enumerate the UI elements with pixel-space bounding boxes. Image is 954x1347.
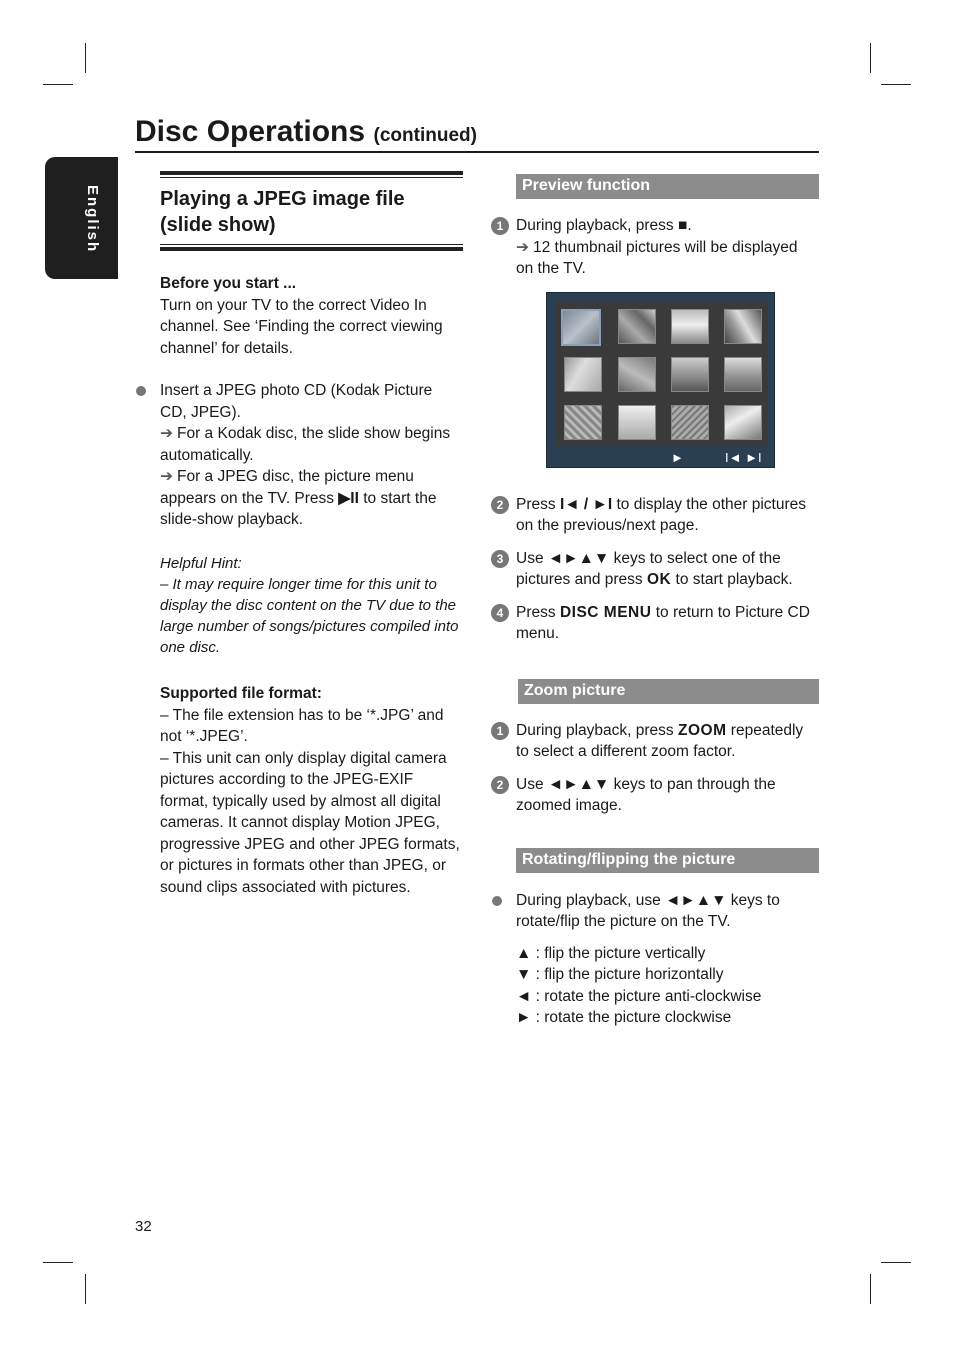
thumbnail — [564, 357, 602, 392]
step-number: 2 — [491, 496, 509, 514]
format-heading: Supported file format: — [160, 685, 322, 702]
list-item: 4 Press DISC MENU to return to Picture CD menu. — [491, 602, 819, 645]
list-item: ► : rotate the picture clockwise — [516, 1009, 732, 1026]
thumbnail — [671, 357, 709, 392]
language-tab-label: English — [84, 185, 101, 254]
before-text: Turn on your TV to the correct Video In channel. See ‘Finding the correct viewing channel’ for details. — [160, 296, 443, 357]
list-item — [160, 380, 463, 531]
crop-mark — [881, 1262, 911, 1263]
crop-mark — [870, 1274, 871, 1304]
crop-mark — [85, 43, 86, 73]
arrow-right-icon: ➔ — [160, 425, 173, 442]
step-number: 1 — [491, 217, 509, 235]
crop-mark — [870, 43, 871, 73]
prev-next-keys: I◄ / ►I — [559, 495, 613, 513]
list-item: ▲ : flip the picture vertically — [516, 944, 706, 962]
arrow-keys: ◄►▲▼ — [665, 891, 727, 909]
disc-menu-key: DISC MENU — [559, 603, 652, 621]
left-column — [160, 171, 463, 898]
list-item: ◄ : rotate the picture anti-clockwise — [516, 987, 762, 1005]
thumbnail — [618, 309, 656, 344]
thumbnail — [561, 309, 601, 346]
step-number: 1 — [491, 722, 509, 740]
list-item: 1 During playback, press ■. ➔ 12 thumbnail pictures will be displayed on the TV. — [491, 215, 819, 280]
kodak-text: For a Kodak disc, the slide show begins automatically. — [160, 425, 451, 464]
page-number: 32 — [135, 1218, 152, 1235]
play-pause-key: ▶II — [338, 489, 359, 507]
page-title — [135, 115, 819, 153]
thumbnail — [724, 309, 762, 344]
thumbnail — [671, 309, 709, 344]
play-icon: ► — [671, 449, 684, 465]
language-tab — [45, 157, 118, 279]
arrow-right-icon: ➔ — [516, 238, 529, 256]
crop-mark — [43, 84, 73, 85]
crop-mark — [43, 1262, 73, 1263]
bullet-icon — [492, 896, 502, 906]
thumbnail — [618, 405, 656, 440]
step-number: 3 — [491, 550, 509, 568]
crop-mark — [85, 1274, 86, 1304]
bullet-icon — [136, 386, 146, 396]
arrow-keys: ◄►▲▼ — [547, 775, 610, 793]
list-item: ▼ : flip the picture horizontally — [516, 966, 724, 983]
step-number: 4 — [491, 604, 509, 622]
arrow-right-icon: ➔ — [160, 468, 173, 485]
ok-key: OK — [646, 571, 672, 588]
list-item: 1 During playback, press ZOOM repeatedly to select a different zoom factor. — [491, 720, 819, 763]
page-title-main: Disc Operations — [135, 115, 366, 148]
list-item: 3 Use ◄►▲▼ keys to select one of the pictures and press OK to start playback. — [491, 548, 819, 591]
list-item: During playback, use ◄►▲▼ keys to rotate/flip the picture on the TV. — [491, 890, 819, 933]
format-text-2: – This unit can only display digital camera pictures according to the JPEG-EXIF format, typically used by almost all digital cameras. It cannot display Motion JPEG, progressive JPEG and other JPEG formats, or pictures in formats other than JPEG, or sound clips associated with pictures. — [160, 749, 460, 896]
rotate-options — [516, 943, 819, 1029]
prev-next-icon: I◄ ►I — [725, 449, 762, 465]
thumbnail-grid — [556, 301, 768, 446]
preview-heading: Preview function — [516, 174, 819, 199]
arrow-keys: ◄►▲▼ — [547, 549, 610, 567]
page-title-continued: (continued) — [373, 125, 477, 146]
thumbnail — [724, 357, 762, 392]
thumbnail-preview-screen — [546, 292, 775, 468]
jpeg-text-a: For a JPEG disc, the picture menu appears on the TV. Press — [160, 468, 414, 507]
rotate-heading: Rotating/flipping the picture — [516, 848, 819, 873]
right-column — [491, 174, 819, 1029]
thumbnail — [724, 405, 762, 440]
thumbnail — [618, 357, 656, 392]
section-title: Playing a JPEG image file (slide show) — [160, 188, 405, 236]
insert-disc-text: Insert a JPEG photo CD (Kodak Picture CD, JPEG). — [160, 382, 433, 421]
hint-heading: Helpful Hint: — [160, 554, 242, 572]
format-text-1: – The file extension has to be ‘*.JPG’ and not ‘*.JPEG’. — [160, 706, 444, 745]
stop-key: ■ — [677, 217, 688, 234]
zoom-heading: Zoom picture — [518, 679, 819, 704]
thumbnail — [671, 405, 709, 440]
hint-text: – It may require longer time for this unit to display the disc content on the TV due to the large number of songs/pictures compiled into one disc. — [160, 576, 459, 656]
zoom-key: ZOOM — [677, 721, 727, 739]
list-item: 2 Press I◄ / ►I to display the other pictures on the previous/next page. — [491, 494, 819, 537]
list-item: 2 Use ◄►▲▼ keys to pan through the zoomed image. — [491, 774, 819, 817]
thumbnail — [564, 405, 602, 440]
step-number: 2 — [491, 776, 509, 794]
jpeg-text-b: to start the slide-show playback. — [160, 489, 437, 528]
before-heading: Before you start ... — [160, 275, 297, 292]
crop-mark — [881, 84, 911, 85]
